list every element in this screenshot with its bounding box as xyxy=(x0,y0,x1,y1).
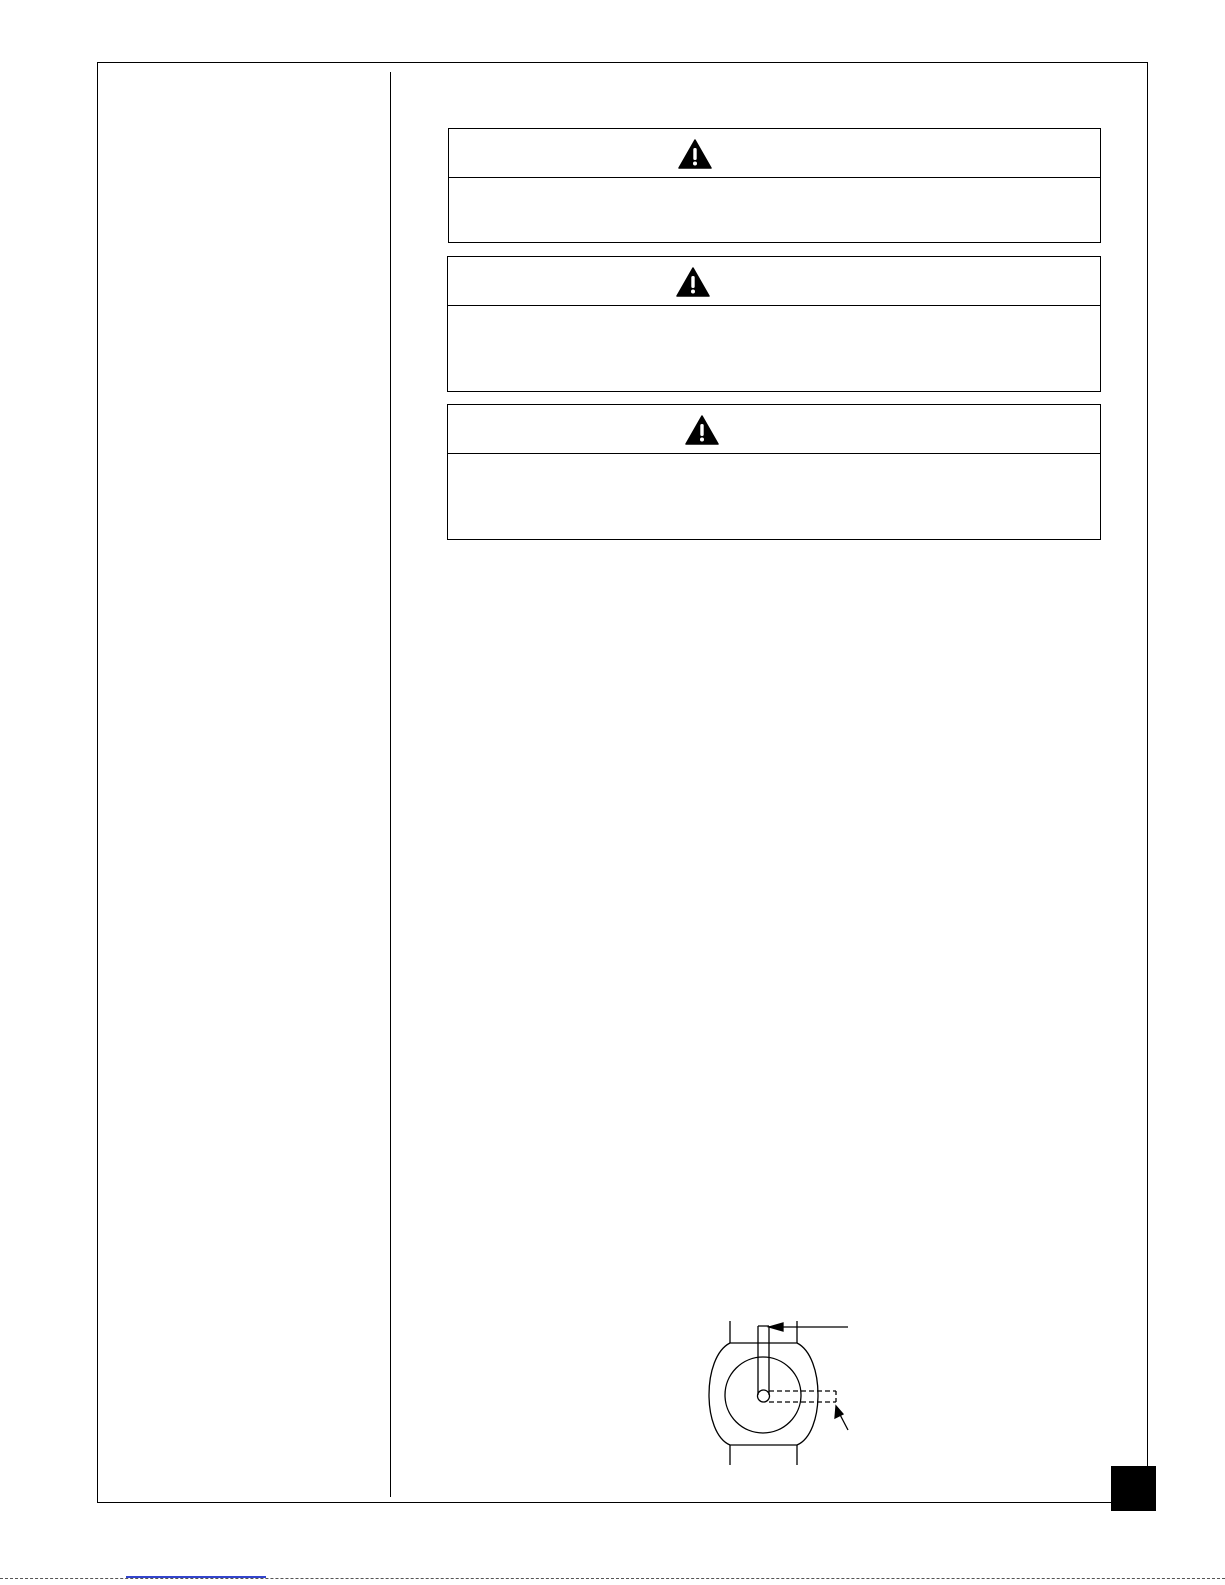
warning-header-3 xyxy=(448,405,1100,454)
warning-triangle-icon xyxy=(676,267,710,297)
column-divider xyxy=(390,72,391,1497)
bottom-link-rule xyxy=(126,1576,266,1578)
page-number-tab xyxy=(1111,1466,1156,1511)
valve-knob-diagram xyxy=(690,1315,870,1475)
warning-triangle-icon xyxy=(685,415,719,445)
warning-box-2 xyxy=(447,256,1101,392)
warning-box-1 xyxy=(448,128,1101,243)
warning-header-2 xyxy=(448,257,1100,306)
warning-triangle-icon xyxy=(678,139,712,169)
page-bottom-rule xyxy=(0,1578,1225,1579)
warning-box-3 xyxy=(447,404,1101,540)
warning-header-1 xyxy=(449,129,1100,178)
